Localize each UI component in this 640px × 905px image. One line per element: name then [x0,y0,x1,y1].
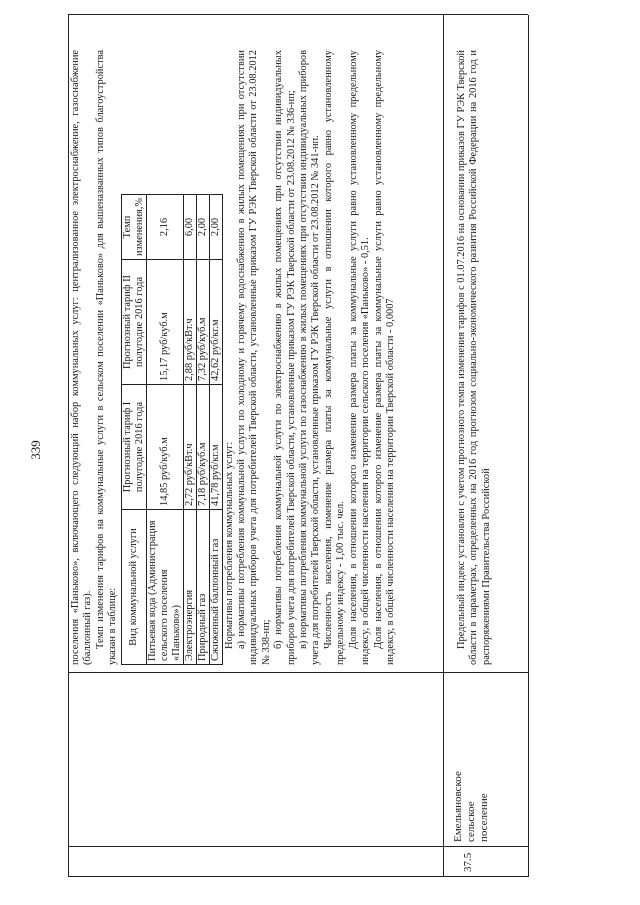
row-content-emelyanovskoe [456,50,493,665]
row-content-pankovo [70,50,397,665]
header-rate: Темп изменения,% [121,194,146,259]
header-h2: Прогнозный тариф II полугодие 2016 года [121,260,146,385]
header-service: Вид коммунальной услуги [121,510,146,665]
cell-rate: 6,00 [183,194,196,259]
intro-line-2: Темп изменения тарифов на коммунальные услуги в сельском поселении «Паньково» для вышеназванных типов благоустройства указан в таблице: [94,50,119,665]
header-h1: Прогнозный тариф I полугодие 2016 года [121,385,146,510]
frame-left-border [68,876,528,877]
cell-h2: 2,88 руб/кВт.ч [183,260,196,385]
tariff-table-header [121,194,146,664]
cell-service: Сжиженный баллонный газ [209,510,222,665]
number-column-border [68,846,528,847]
norms-item-b: б) нормативы потребления коммунальной услуги по электроснабжению в жилых помещениях при отсутствии индивидуальных приборов учета для потребителей Тверской области, установленные приказом ГУ РЭК Тверской области от 23.08.2012 № 336-нп; [273,50,297,665]
table-row [146,194,183,664]
settlement-name: Емельяновское сельское поселение [452,771,490,842]
norms-item-a: а) нормативы потребления коммунальной услуги по холодному и горячему водоснабжению в жилых помещениях при отсутствии индивидуальных приборов учета для потребителей Тверской области, установленные приказом ГУ РЭК Тверской области от 23.08.2012 № 338-нп; [236,50,272,665]
frame-top-border [68,15,69,877]
index-text: Предельный индекс установлен с учетом прогнозного темпа изменения тарифов с 01.07.2016 на основании приказов ГУ РЭК Тверской области в параметрах, определенных на 2016 год прогнозом социально-экономического развития Российской Федерации на 2016 год и распоряжениями Правительства Российской [456,50,492,665]
table-row [196,194,209,664]
norms-title: Нормативы потребления коммунальных услуг: [223,441,235,649]
frame-bottom-border [528,15,529,877]
table-row [209,194,222,664]
cell-service: Электроэнергия [183,510,196,665]
page-number: 339 [28,440,43,460]
cell-h2: 15,17 руб/куб.м [146,260,183,385]
share-region-text: Доля населения, в отношении которого изменение размера платы за коммунальные услуги равно установленному предельному индексу, в общей численности населения на территории Тверской области - 0,0007 [372,50,396,665]
cell-h1: 2,72 руб/кВт.ч [183,385,196,510]
norms-item-v: в) нормативы потребления коммунальной услуги по газоснабжению в жилых помещениях при отсутствии индивидуальных приборов учета для потребителей Тверской области, установленные приказом ГУ РЭК Тверской области от 23.08.2012 № 341-нп. [298,50,322,665]
tariff-table [121,194,223,665]
cell-h2: 7,32 руб/куб.м [196,260,209,385]
frame-right-border [68,14,528,15]
cell-service: Питьевая вода (Администрация сельского поселения «Паньково») [146,510,183,665]
table-row [183,194,196,664]
share-settlement-text: Доля населения, в отношении которого изменение размера платы за коммунальные услуги равно установленному предельному индексу, в общей численности населения на территории сельского поселения «Паньково» - 0,51. [347,50,372,665]
cell-rate: 2,00 [209,194,222,259]
name-column-border [68,672,528,673]
row-number: 37.5 [462,852,474,872]
cell-rate: 2,16 [146,194,183,259]
cell-h1: 41,78 руб/кг.м [209,385,222,510]
cell-h1: 7,18 руб/куб.м [196,385,209,510]
row-separator [443,15,444,877]
cell-rate: 2,00 [196,194,209,259]
cell-h1: 14,85 руб/куб.м [146,385,183,510]
cell-service: Природный газ [196,510,209,665]
cell-h2: 42,62 руб/кг.м [209,260,222,385]
intro-line-1: поселения «Паньково», включающего следующий набор коммунальных услуг: централизованное электроснабжение, газоснабжение (баллонный газ). [70,50,94,665]
population-text: Численность населения, изменение размера платы за коммунальные услуги в отношении которого равно установленному предельному индексу - 1,00 тыс. чел. [322,50,347,665]
